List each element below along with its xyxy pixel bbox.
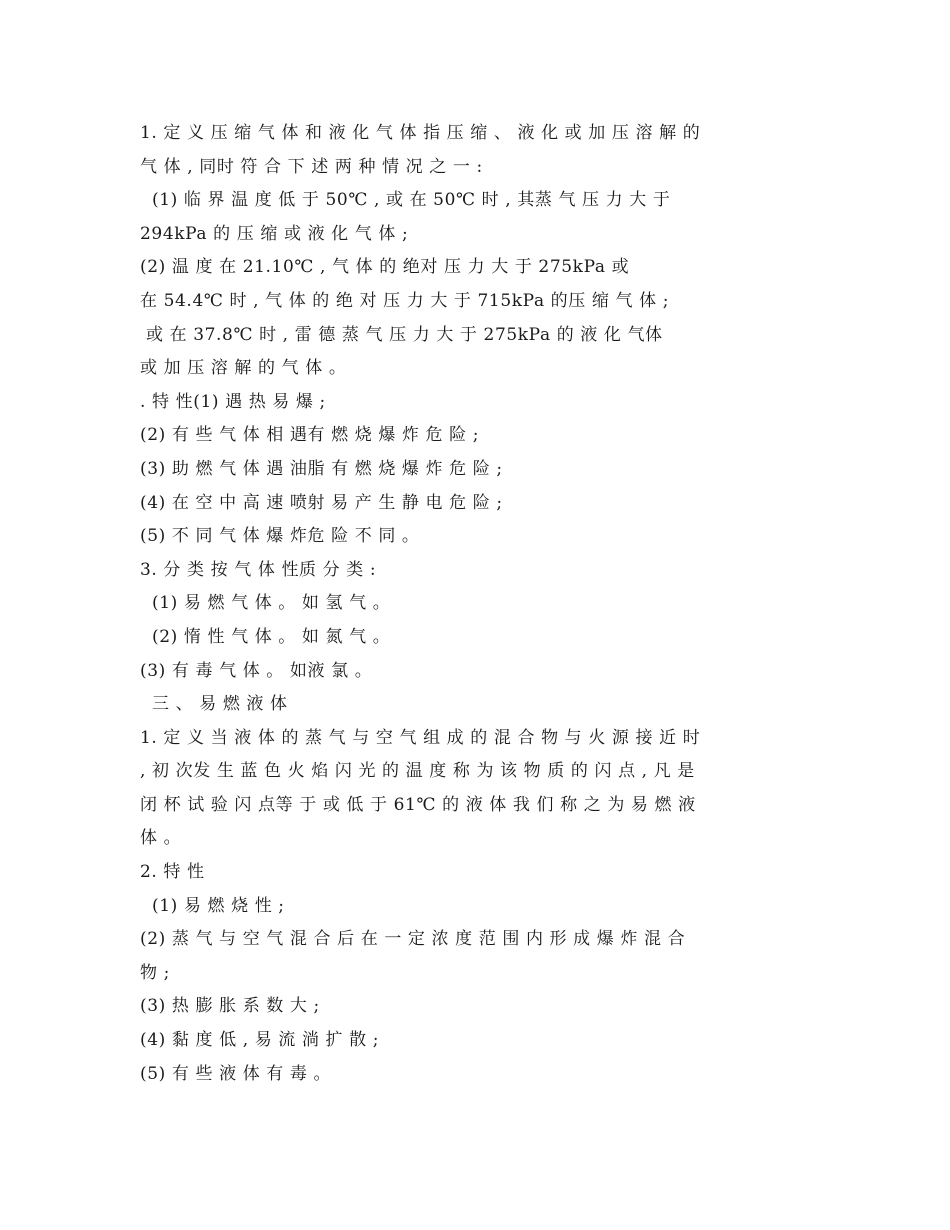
document-body (140, 117, 820, 1091)
text-line: 1. 定 义 压 缩 气 体 和 液 化 气 体 指 压 缩 、 液 化 或 加 压 溶 解 的 (140, 123, 701, 143)
text-line: (4) 黏 度 低 , 易 流 淌 扩 散 ; (140, 1030, 380, 1051)
text-line: 体 。 (140, 828, 182, 849)
text-line: (3) 有 毒 气 体 。 如液 氯 。 (140, 660, 373, 681)
text-line: 在 54.4℃ 时 , 气 体 的 绝 对 压 力 大 于 715kPa 的压 缩 气 体 ; (140, 290, 670, 311)
text-line: (2) 温 度 在 21.10℃ , 气 体 的 绝对 压 力 大 于 275kPa 或 (140, 257, 630, 278)
text-line: , 初 次发 生 蓝 色 火 焰 闪 光 的 温 度 称 为 该 物 质 的 闪 点 , 凡 是 (140, 761, 695, 782)
text-line: 闭 杯 试 验 闪 点等 于 或 低 于 61℃ 的 液 体 我 们 称 之 为 易 燃 液 (140, 794, 696, 815)
text-line: 或 在 37.8℃ 时 , 雷 德 蒸 气 压 力 大 于 275kPa 的 液 化 气体 (140, 324, 663, 345)
text-line: 1. 定 义 当 液 体 的 蒸 气 与 空 气 组 成 的 混 合 物 与 火 源 接 近 时 (140, 727, 701, 748)
text-line: (5) 不 同 气 体 爆 炸危 险 不 同 。 (140, 526, 420, 547)
text-line: 294kPa 的 压 缩 或 液 化 气 体 ; (140, 223, 409, 244)
text-line: 或 加 压 溶 解 的 气 体 。 (140, 358, 347, 379)
text-line: (1) 易 燃 气 体 。 如 氢 气 。 (140, 593, 391, 614)
text-line: (2) 蒸 气 与 空 气 混 合 后 在 一 定 浓 度 范 围 内 形 成 爆 炸 混 合 (140, 929, 686, 950)
text-line: (2) 有 些 气 体 相 遇有 燃 烧 爆 炸 危 险 ; (140, 425, 480, 446)
text-line: (2) 惰 性 气 体 。 如 氮 气 。 (140, 626, 391, 647)
text-line: (3) 热 膨 胀 系 数 大 ; (140, 996, 320, 1017)
text-line: 3. 分 类 按 气 体 性质 分 类 : (140, 559, 377, 580)
text-line: (5) 有 些 液 体 有 毒 。 (140, 1063, 332, 1084)
text-line: (1) 易 燃 烧 性 ; (140, 895, 285, 916)
section-heading: 三 、 易 燃 液 体 (140, 694, 288, 715)
text-line: . 特 性(1) 遇 热 易 爆 ; (140, 391, 326, 412)
text-line: 2. 特 性 (140, 862, 205, 883)
text-line: 物 ; (140, 962, 170, 983)
text-line: 气 体 , 同时 符 合 下 述 两 种 情 况 之 一 : (140, 156, 483, 177)
text-line: (4) 在 空 中 高 速 喷射 易 产 生 静 电 危 险 ; (140, 492, 503, 513)
text-line: (1) 临 界 温 度 低 于 50℃ , 或 在 50℃ 时 , 其蒸 气 压 力 大 于 (140, 190, 671, 211)
text-line: (3) 助 燃 气 体 遇 油脂 有 燃 烧 爆 炸 危 险 ; (140, 458, 503, 479)
